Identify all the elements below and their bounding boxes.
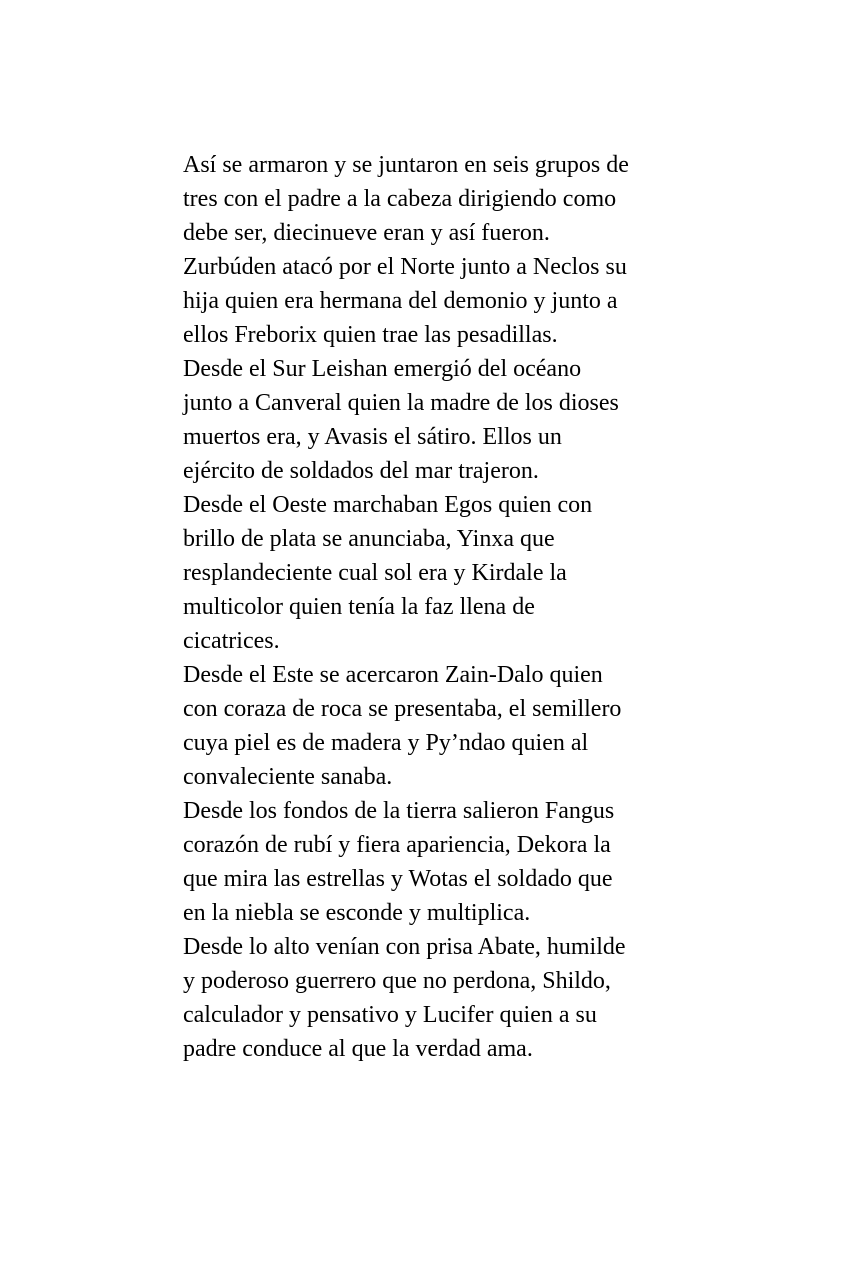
text-line-26: calculador y pensativo y Lucifer quien a su — [183, 1002, 597, 1028]
text-line-21: corazón de rubí y fiera apariencia, Dekora la — [183, 832, 611, 858]
text-line-2: tres con el padre a la cabeza dirigiendo como — [183, 186, 617, 212]
text-line-8: junto a Canveral quien la madre de los dioses — [183, 390, 619, 416]
text-line-12: brillo de plata se anunciaba, Yinxa que — [183, 526, 555, 552]
text-line-11: Desde el Oeste marchaban Egos quien con — [183, 492, 593, 518]
text-line-20: Desde los fondos de la tierra salieron Fangus — [183, 798, 615, 824]
text-line-25: y poderoso guerrero que no perdona, Shildo, — [183, 968, 611, 994]
body-text — [183, 148, 683, 1066]
text-line-24: Desde lo alto venían con prisa Abate, humilde — [183, 934, 626, 960]
text-line-27: padre conduce al que la verdad ama. — [183, 1036, 533, 1062]
text-line-17: con coraza de roca se presentaba, el semillero — [183, 696, 622, 722]
text-line-16: Desde el Este se acercaron Zain-Dalo quien — [183, 662, 603, 688]
text-line-22: que mira las estrellas y Wotas el soldado que — [183, 866, 613, 892]
text-line-13: resplandeciente cual sol era y Kirdale la — [183, 560, 567, 586]
text-line-15: cicatrices. — [183, 628, 280, 654]
text-line-10: ejército de soldados del mar trajeron. — [183, 458, 539, 484]
text-line-6: ellos Freborix quien trae las pesadillas. — [183, 322, 558, 348]
text-line-14: multicolor quien tenía la faz llena de — [183, 594, 535, 620]
text-line-3: debe ser, diecinueve eran y así fueron. — [183, 220, 550, 246]
text-line-4: Zurbúden atacó por el Norte junto a Neclos su — [183, 254, 627, 280]
text-line-9: muertos era, y Avasis el sátiro. Ellos un — [183, 424, 562, 450]
text-line-5: hija quien era hermana del demonio y junto a — [183, 288, 618, 314]
text-line-18: cuya piel es de madera y Py’ndao quien al — [183, 730, 589, 756]
text-line-19: convaleciente sanaba. — [183, 764, 393, 790]
text-line-7: Desde el Sur Leishan emergió del océano — [183, 356, 582, 382]
text-line-23: en la niebla se esconde y multiplica. — [183, 900, 531, 926]
text-line-1: Así se armaron y se juntaron en seis grupos de — [183, 152, 629, 178]
